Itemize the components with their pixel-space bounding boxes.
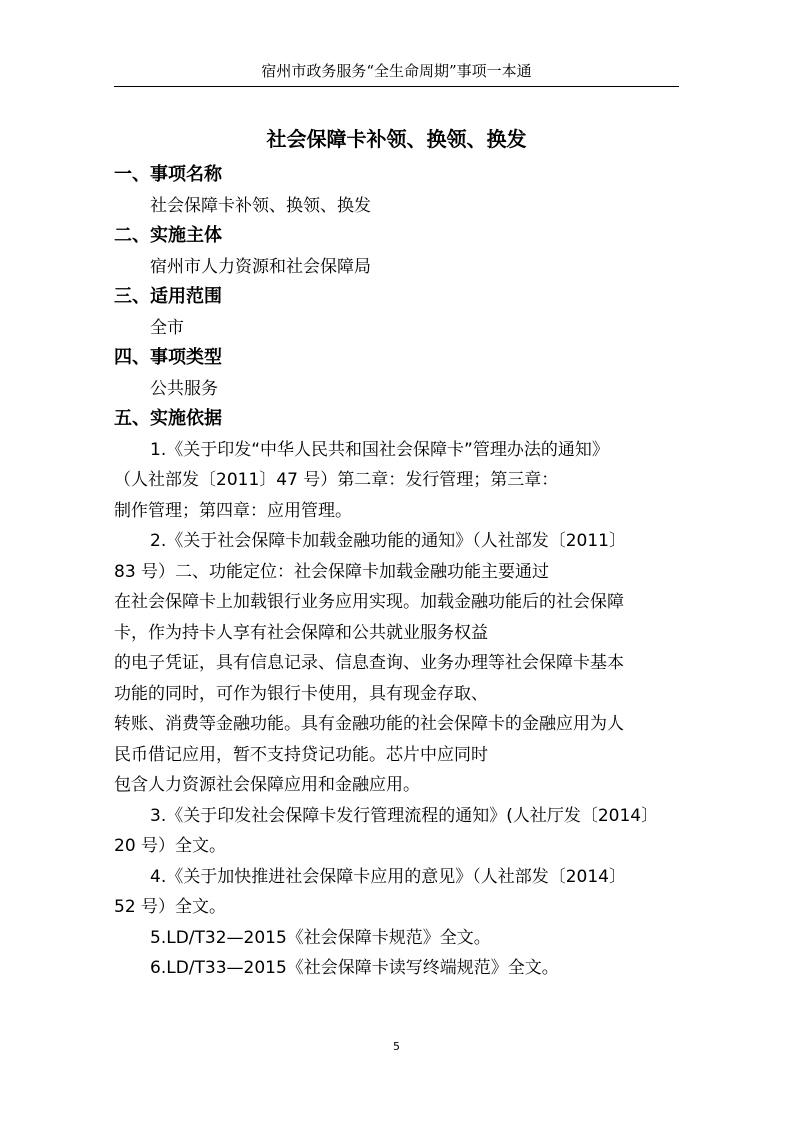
basis-line: 52 号）全文。 [114, 897, 227, 917]
running-header: 宿州市政务服务“全生命周期”事项一本通 [261, 62, 532, 80]
page-number: 5 [393, 1040, 400, 1053]
basis-line: 在社会保障卡上加载银行业务应用实现。加载金融功能后的社会保障 [114, 592, 624, 612]
basis-line: （人社部发〔2011〕47 号）第二章：发行管理；第三章： [114, 470, 559, 490]
basis-item-5 [114, 923, 680, 954]
section-heading: 二、实施主体 [114, 225, 222, 246]
basis-line: 转账、消费等金融功能。具有金融功能的社会保障卡的金融应用为人 [114, 714, 624, 734]
basis-line: 民币借记应用，暂不支持贷记功能。芯片中应同时 [114, 744, 488, 765]
header-rule [114, 86, 679, 87]
basis-line: 包含人力资源社会保障应用和金融应用。 [114, 775, 420, 795]
basis-line: 制作管理；第四章：应用管理。 [114, 500, 352, 521]
basis-line: 2.《关于社会保障卡加载金融功能的通知》（人社部发〔2011〕 [150, 531, 626, 551]
section-value: 全市 [150, 317, 184, 338]
basis-line: 4.《关于加快推进社会保障卡应用的意见》（人社部发〔2014〕 [150, 866, 626, 887]
section-value: 公共服务 [150, 378, 218, 399]
basis-item-4 [114, 862, 680, 923]
section-heading: 四、事项类型 [114, 347, 222, 368]
basis-line: 1.《关于印发“中华人民共和国社会保障卡”管理办法的通知》 [150, 439, 609, 460]
basis-line: 卡，作为持卡人享有社会保障和公共就业服务权益 [114, 622, 488, 643]
basis-item-1 [114, 435, 680, 527]
basis-item-6 [114, 953, 680, 984]
basis-item-2 [114, 526, 680, 801]
basis-line: 83 号）二、功能定位：社会保障卡加载金融功能主要通过 [114, 561, 550, 582]
basis-line: 20 号）全文。 [114, 836, 227, 856]
basis-line: 5.LD/T32—2015《社会保障卡规范》全文。 [150, 927, 491, 948]
section-value: 社会保障卡补领、换领、换发 [150, 195, 371, 216]
section-heading: 五、实施依据 [114, 408, 222, 429]
basis-item-3 [114, 801, 680, 862]
document-title: 社会保障卡补领、换领、换发 [266, 127, 527, 151]
basis-line: 3.《关于印发社会保障卡发行管理流程的通知》(人社厅发〔2014〕 [150, 805, 659, 826]
basis-line: 6.LD/T33—2015《社会保障卡读写终端规范》全文。 [150, 958, 559, 978]
section-heading: 一、事项名称 [114, 164, 222, 185]
basis-line: 功能的同时，可作为银行卡使用，具有现金存取、 [114, 683, 488, 704]
section-value: 宿州市人力资源和社会保障局 [150, 256, 371, 277]
basis-line: 的电子凭证，具有信息记录、信息查询、业务办理等社会保障卡基本 [114, 653, 624, 673]
document-body [114, 160, 680, 984]
section-heading: 三、适用范围 [114, 286, 222, 307]
